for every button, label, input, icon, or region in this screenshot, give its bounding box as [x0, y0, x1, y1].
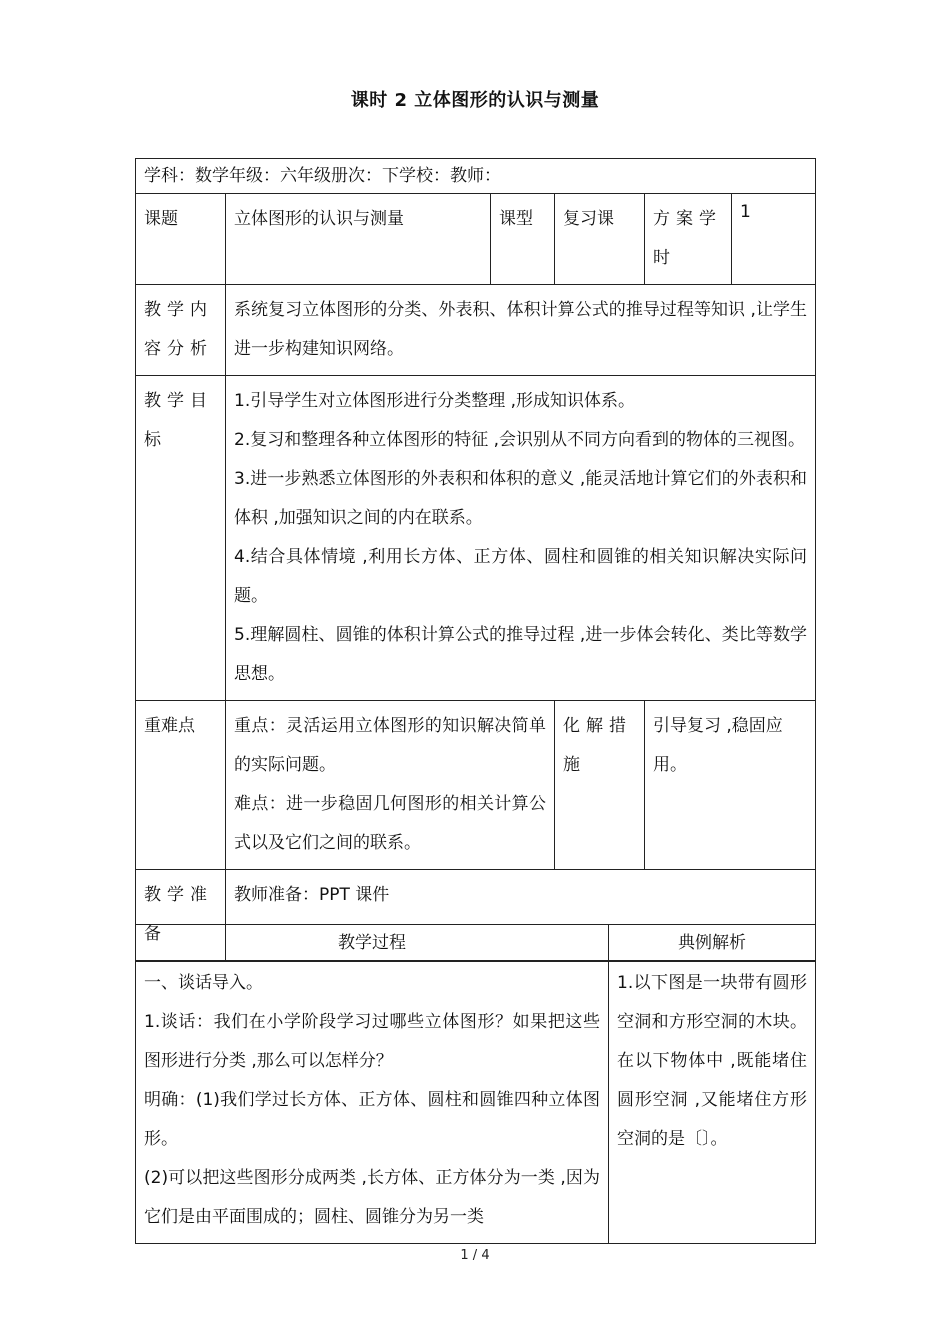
topic-row — [136, 194, 816, 285]
process-line: 1.谈话：我们在小学阶段学习过哪些立体图形？如果把这些图形进行分类 ,那么可以怎样分？ — [144, 1012, 600, 1071]
example-content: 1.以下图是一块带有圆形空洞和方形空洞的木块。在以下物体中 ,既能堵住圆形空洞 ,又能堵住方形空洞的是〔〕。 — [609, 962, 816, 1244]
topic-value: 立体图形的认识与测量 — [226, 194, 491, 285]
process-header-row — [136, 925, 816, 962]
process-content — [136, 962, 609, 1244]
goals-label: 教学目标 — [136, 376, 226, 701]
goal-item: 3.进一步熟悉立体图形的外表积和体积的意义 ,能灵活地计算它们的外表积和体积 ,加强知识之间的内在联系。 — [234, 469, 808, 528]
page-number: 1 / 4 — [460, 1248, 490, 1263]
process-body-row — [136, 962, 816, 1244]
analysis-text: 系统复习立体图形的分类、外表积、体积计算公式的推导过程等知识 ,让学生进一步构建知识网络。 — [226, 285, 816, 376]
prep-label: 教学准备 — [136, 870, 226, 961]
goal-item: 2.复习和整理各种立体图形的特征 ,会识别从不同方向看到的物体的三视图。 — [234, 430, 806, 450]
key-point: 重点：灵活运用立体图形的知识解决简单的实际问题。 — [234, 716, 546, 775]
keypoints-row — [136, 701, 816, 870]
page-title: 课时 2 立体图形的认识与测量 — [350, 90, 600, 111]
process-header: 教学过程 — [136, 925, 609, 962]
hours-value: 1 — [732, 194, 816, 285]
goal-item: 4.结合具体情境 ,利用长方体、正方体、圆柱和圆锥的相关知识解决实际问题。 — [234, 547, 808, 606]
example-header: 典例解析 — [609, 925, 816, 962]
type-label: 课型 — [491, 194, 555, 285]
process-line: 明确：(1)我们学过长方体、正方体、圆柱和圆锥四种立体图形。 — [144, 1090, 600, 1149]
measures-text: 引导复习 ,稳固应用。 — [645, 701, 816, 870]
difficult-point: 难点：进一步稳固几何图形的相关计算公式以及它们之间的联系。 — [234, 794, 546, 853]
process-table — [135, 924, 816, 1244]
goals-row — [136, 376, 816, 701]
type-value: 复习课 — [555, 194, 645, 285]
process-line: (2)可以把这些图形分成两类 ,长方体、正方体分为一类 ,因为它们是由平面围成的；圆柱、圆锥分为另一类 — [144, 1168, 600, 1227]
goals-list — [226, 376, 816, 701]
goal-item: 5.理解圆柱、圆锥的体积计算公式的推导过程 ,进一步体会转化、类比等数学思想。 — [234, 625, 808, 684]
goal-item: 1.引导学生对立体图形进行分类整理 ,形成知识体系。 — [234, 391, 636, 411]
analysis-row — [136, 285, 816, 376]
keypoints-text — [226, 701, 555, 870]
analysis-label: 教学内容分析 — [136, 285, 226, 376]
measures-label: 化解措施 — [555, 701, 645, 870]
subject-info: 学科：数学年级：六年级册次：下学校：教师： — [136, 159, 816, 194]
lesson-info-table — [135, 158, 816, 961]
hours-label: 方案学时 — [645, 194, 732, 285]
keypoints-label: 重难点 — [136, 701, 226, 870]
header-row — [136, 159, 816, 194]
prep-text: 教师准备：PPT 课件 — [226, 870, 816, 961]
process-line: 一、谈话导入。 — [144, 973, 263, 993]
topic-label: 课题 — [136, 194, 226, 285]
